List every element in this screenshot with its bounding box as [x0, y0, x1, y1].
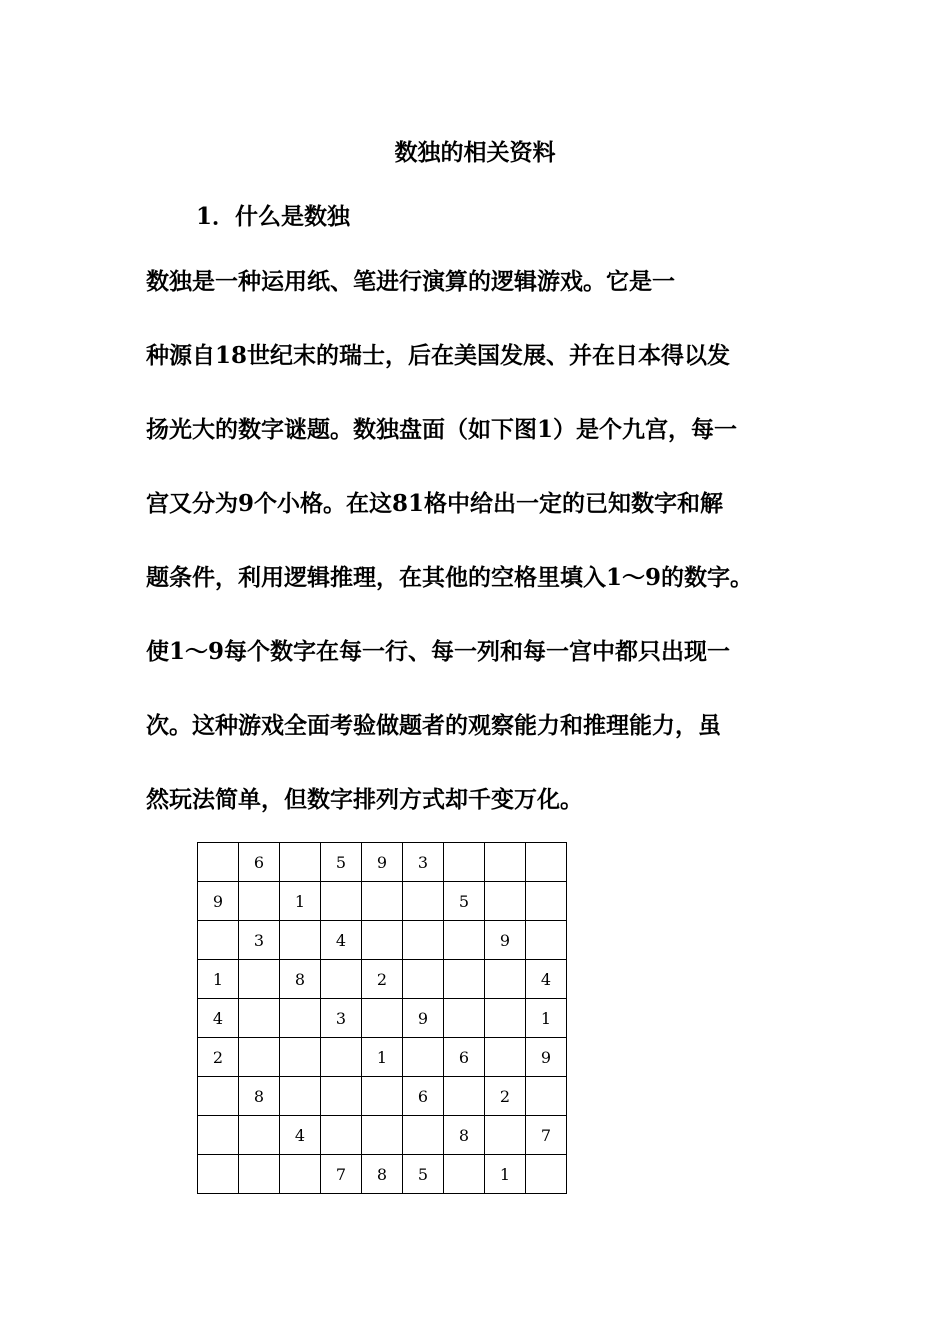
sudoku-cell: 6 [239, 843, 280, 882]
paragraph-line: 然玩法简单，但数字排列方式却千变万化。 [146, 786, 583, 813]
sudoku-cell [526, 882, 567, 921]
sudoku-cell: 7 [526, 1116, 567, 1155]
sudoku-cell [198, 1155, 239, 1194]
sudoku-cell: 2 [485, 1077, 526, 1116]
paragraph-line: 题条件，利用逻辑推理，在其他的空格里填入1～9的数字。 [146, 564, 754, 591]
sudoku-cell: 1 [526, 999, 567, 1038]
sudoku-cell [485, 1038, 526, 1077]
sudoku-cell [198, 1116, 239, 1155]
sudoku-cell: 3 [403, 843, 444, 882]
sudoku-cell [485, 882, 526, 921]
sudoku-cell: 3 [239, 921, 280, 960]
sudoku-cell [280, 1077, 321, 1116]
sudoku-cell [280, 1155, 321, 1194]
sudoku-cell [198, 921, 239, 960]
sudoku-cell [485, 999, 526, 1038]
sudoku-cell [239, 1116, 280, 1155]
sudoku-cell: 8 [239, 1077, 280, 1116]
paragraph-line: 扬光大的数字谜题。数独盘面（如下图1）是个九宫，每一 [146, 416, 738, 443]
sudoku-cell [444, 960, 485, 999]
sudoku-cell [239, 882, 280, 921]
sudoku-cell: 4 [321, 921, 362, 960]
sudoku-cell: 4 [526, 960, 567, 999]
sudoku-cell: 2 [362, 960, 403, 999]
sudoku-cell: 1 [362, 1038, 403, 1077]
sudoku-cell [239, 1155, 280, 1194]
sudoku-cell: 5 [321, 843, 362, 882]
sudoku-cell [280, 921, 321, 960]
sudoku-cell: 9 [403, 999, 444, 1038]
paragraph-line: 数独是一种运用纸、笔进行演算的逻辑游戏。它是一 [146, 268, 675, 295]
paragraph-line: 使1～9每个数字在每一行、每一列和每一宫中都只出现一 [146, 638, 731, 665]
sudoku-cell [321, 1038, 362, 1077]
sudoku-cell [239, 1038, 280, 1077]
sudoku-cell [403, 1116, 444, 1155]
sudoku-cell: 8 [362, 1155, 403, 1194]
sudoku-row [198, 921, 567, 960]
sudoku-cell [362, 1077, 403, 1116]
sudoku-cell: 8 [444, 1116, 485, 1155]
sudoku-cell [526, 921, 567, 960]
document-title: 数独的相关资料 [394, 139, 556, 166]
sudoku-cell [321, 1077, 362, 1116]
sudoku-cell [485, 1116, 526, 1155]
sudoku-cell [362, 882, 403, 921]
sudoku-cell [239, 999, 280, 1038]
sudoku-cell [526, 1077, 567, 1116]
sudoku-row [198, 960, 567, 999]
paragraph-line: 宫又分为9个小格。在这81格中给出一定的已知数字和解 [146, 490, 724, 517]
paragraph-line: 次。这种游戏全面考验做题者的观察能力和推理能力，虽 [146, 712, 721, 739]
sudoku-cell [280, 999, 321, 1038]
sudoku-row [198, 1077, 567, 1116]
sudoku-cell [403, 882, 444, 921]
sudoku-cell [444, 1155, 485, 1194]
sudoku-cell [526, 1155, 567, 1194]
sudoku-cell [485, 843, 526, 882]
sudoku-row [198, 999, 567, 1038]
sudoku-cell: 8 [280, 960, 321, 999]
sudoku-cell [485, 960, 526, 999]
sudoku-cell [403, 921, 444, 960]
sudoku-cell: 9 [485, 921, 526, 960]
sudoku-cell [362, 999, 403, 1038]
sudoku-row [198, 843, 567, 882]
sudoku-row [198, 1155, 567, 1194]
sudoku-cell [239, 960, 280, 999]
sudoku-cell [280, 843, 321, 882]
sudoku-cell [444, 921, 485, 960]
sudoku-cell: 9 [362, 843, 403, 882]
sudoku-cell [444, 843, 485, 882]
sudoku-cell: 9 [526, 1038, 567, 1077]
sudoku-cell [444, 999, 485, 1038]
sudoku-cell [403, 1038, 444, 1077]
sudoku-cell [321, 882, 362, 921]
sudoku-cell [321, 960, 362, 999]
sudoku-cell [280, 1038, 321, 1077]
sudoku-cell [362, 1116, 403, 1155]
sudoku-cell: 6 [444, 1038, 485, 1077]
sudoku-cell [526, 843, 567, 882]
sudoku-cell: 7 [321, 1155, 362, 1194]
sudoku-cell: 1 [280, 882, 321, 921]
sudoku-cell: 4 [280, 1116, 321, 1155]
sudoku-cell: 9 [198, 882, 239, 921]
paragraph-line: 种源自18世纪末的瑞士，后在美国发展、并在日本得以发 [146, 342, 731, 369]
sudoku-cell [198, 1077, 239, 1116]
sudoku-cell [198, 843, 239, 882]
sudoku-cell: 4 [198, 999, 239, 1038]
sudoku-cell: 3 [321, 999, 362, 1038]
sudoku-cell: 1 [485, 1155, 526, 1194]
sudoku-cell: 5 [444, 882, 485, 921]
sudoku-cell [362, 921, 403, 960]
sudoku-cell [403, 960, 444, 999]
sudoku-cell: 2 [198, 1038, 239, 1077]
sudoku-cell [444, 1077, 485, 1116]
sudoku-grid [197, 842, 567, 1194]
sudoku-cell: 1 [198, 960, 239, 999]
sudoku-cell [321, 1116, 362, 1155]
sudoku-row [198, 1038, 567, 1077]
section-heading: 1．什么是数独 [196, 203, 351, 230]
sudoku-row [198, 882, 567, 921]
sudoku-row [198, 1116, 567, 1155]
sudoku-cell: 6 [403, 1077, 444, 1116]
sudoku-cell: 5 [403, 1155, 444, 1194]
